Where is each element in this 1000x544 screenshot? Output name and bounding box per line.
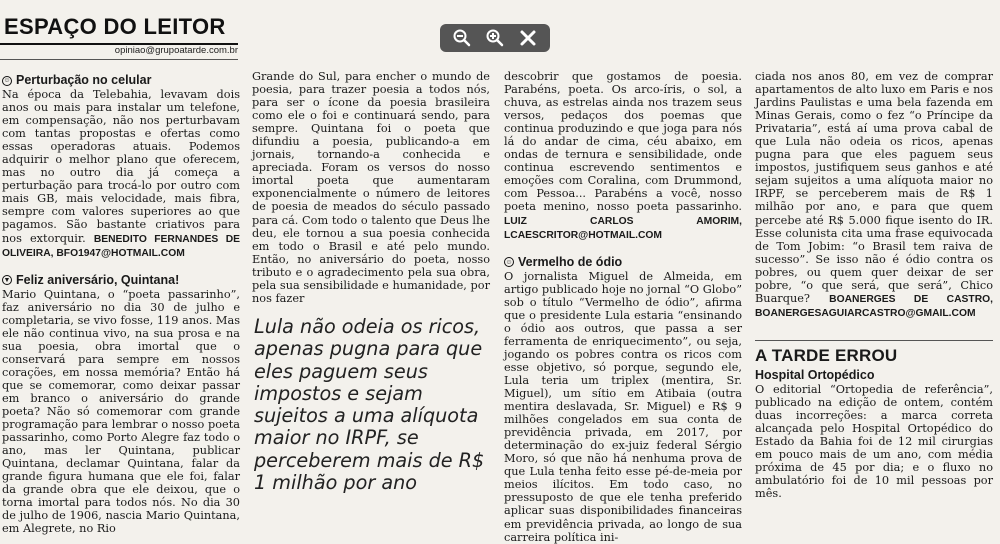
pull-quote: Lula não odeia os ricos, apenas pugna para que eles paguem seus impostos e sejam sujeitos a uma alíquota maior no IRPF, se perceberem mais de R$ 1 milhão por ano	[254, 315, 485, 495]
letter-headline-text: Vermelho de ódio	[518, 254, 623, 269]
letter-body-text: Na época da Telebahia, levavam dois anos ou mais para instalar um telefone, em compensação, não nos perturbavam com tantas propostas e ofertas como essas operadoras atuais. Podemos adquirir o melhor plano que oferecem, mas no outro dia já começa a perturbação para trocá-lo por outro com mais GB, mais velocidade, mais fibra, sempre com valores superiores ao que pagamos. São bastante criativos para nos extorquir.	[2, 88, 240, 245]
letter-body: Mario Quintana, o “poeta passarinho”, faz aniversário no dia 30 de julho e completaria, se vivo fosse, 119 anos. Mas ele não continua vivo, na sua prosa e na sua poesia, obra imortal que o conservará para sempre em nossos corações, em nossa memória? Então há que se comemorar, como deixar passar em branco o aniversário do grande poeta? Não só comemorar com grande programação para lembrar o nosso poeta passarinho, como Porto Alegre faz todo o ano, mas ler Quintana, publicar Quintana, declamar Quintana, falar da grande figura humana que ele foi, falar da grande obra que ele deixou, que o torna imortal para todos nós. No dia 30 de julho de 1906, nascia Mario Quintana, em Alegrete, no Rio	[2, 287, 240, 536]
letter-headline-text: Feliz aniversário, Quintana!	[16, 272, 180, 287]
column-1	[2, 70, 241, 536]
zoom-in-icon	[485, 28, 505, 48]
zoom-toolbar	[440, 24, 550, 52]
section-divider	[755, 340, 993, 341]
letter-headline	[504, 255, 742, 270]
column-3	[504, 70, 742, 544]
masthead-title: ESPAÇO DO LEITOR	[4, 14, 226, 39]
letter-body-text: descobrir que gostamos de poesia. Parabéns, poeta. Os arco-íris, o sol, a chuva, as estrelas ainda nos trazem seus versos, pedaços dos poemas que continua produzindo e que joga para nós lá do andar de cima, céu abaixo, em ondas de ternura e sensibilidade, onde continua escrevendo sentimentos e emoções com Coralina, com Drummond, com Pessoa... Parabéns a você, nosso poeta menino, nosso poeta passarinho.	[504, 70, 742, 214]
letter-headline	[2, 73, 240, 88]
letter-body	[2, 88, 240, 260]
close-button[interactable]	[517, 27, 539, 49]
letter-signature: LUIZ CARLOS AMORIM, LCAESCRITOR@HOTMAIL.COM	[504, 215, 742, 241]
zoom-out-button[interactable]	[451, 27, 473, 49]
letter-headline	[2, 273, 240, 288]
zoom-in-button[interactable]	[484, 27, 506, 49]
section-title: A TARDE ERROU	[755, 345, 898, 365]
letter-body	[504, 70, 742, 242]
zoom-out-icon	[452, 28, 472, 48]
letter-signature: BOANERGES DE CASTRO, BOANERGESAGUIARCASTRO@GMAIL.COM	[755, 293, 994, 319]
close-icon	[519, 29, 537, 47]
letter-headline-text: Perturbação no celular	[16, 73, 152, 87]
smiley-icon: ☺	[3, 77, 11, 84]
column-4	[755, 70, 993, 500]
smiley-icon: ☺	[505, 258, 513, 266]
masthead-divider	[0, 59, 238, 60]
letter-signature: BENEDITO FERNANDES DE OLIVEIRA, BFO1947@HOTMAIL.COM	[2, 233, 241, 259]
letter-body	[755, 70, 993, 320]
letter-body-text: ciada nos anos 80, em vez de comprar apartamentos de alto luxo em Paris e nos Jardins Paulistas e uma bela fazenda em Minas Gerais, como o fez “o Príncipe da Privataria”, está aí uma prova cabal de que Lula não odeia os ricos, apenas pugna para que eles paguem seus impostos, justifiquem seus ganhos e até sejam sujeitos a uma alíquota maior no IRPF, se perceberem mais de R$ 1 milhão por ano, e para que quem percebe até R$ 5.000 fique isento do IR. Esse colunista cita uma frase equivocada de Tom Jobim: “o Brasil tem raiva de sucesso”. Se isso não é ódio contra os pobres, ou quem quer deixar de ser pobre, “o que será, que será”, Chico Buarque?	[755, 70, 993, 305]
letter-body: O jornalista Miguel de Almeida, em artigo publicado hoje no jornal “O Globo” sob o título “Vermelho de ódio”, afirma que o presidente Lula estaria “ensinando o ódio aos outros, que passa a ser ferramenta de enriquecimento”, ou seja, jogando os pobres contra os ricos com esse objetivo, só porque, segundo ele, Lula teria um triplex (mentira, Sr. Miguel), um sítio em Atibaia (outra mentira deslavada, Sr. Miguel) e R$ 9 milhões congelados em sua conta de previdência privada, em 2017, por determinação do ex-juiz federal Sérgio Moro, só que não há nenhuma prova de que Lula tenha feito esse pé-de-meia por meios ilícitos. Em todo caso, no pressuposto de que ele tenha preferido aplicar suas disponibilidades financeiras em previdência privada, ao longo de sua carreira política ini-	[504, 269, 742, 544]
letter-body: Grande do Sul, para encher o mundo de poesia, para trazer poesia a todos nós, para ser o ícone da poesia brasileira como ele o foi e continuará sendo, para sempre. Quintana foi o poeta que difundiu a poesia, publicando-a em jornais, tornando-a conhecida e apreciada. Foram os versos do nosso imortal poeta que aumentaram exponencialmente o número de leitores de poesia de meados do século passado para cá. Com todo o talento que Deus lhe deu, ele tornou a sua poesia conhecida em todo o Brasil e até pelo mundo. Então, no aniversário do poeta, nosso tributo e o agradecimento pela sua obra, pela sua sensibilidade e humanidade, por nos fazer	[252, 70, 490, 305]
correction-body: O editorial “Ortopedia de referência”, publicado na edição de ontem, contém duas incorreções: a marca correta alcançada pelo Hospital Ortopédico do Estado da Bahia foi de 12 mil cirurgias em pouco mais de um ano, com média próxima de 45 por dia; e o fluxo no ambulatório foi de 10 mil pessoas por mês.	[755, 382, 993, 501]
arrow-down-circle-icon: ▼	[3, 276, 11, 284]
masthead-email: opiniao@grupoatarde.com.br	[114, 45, 238, 56]
correction-headline: Hospital Ortopédico	[755, 367, 875, 382]
